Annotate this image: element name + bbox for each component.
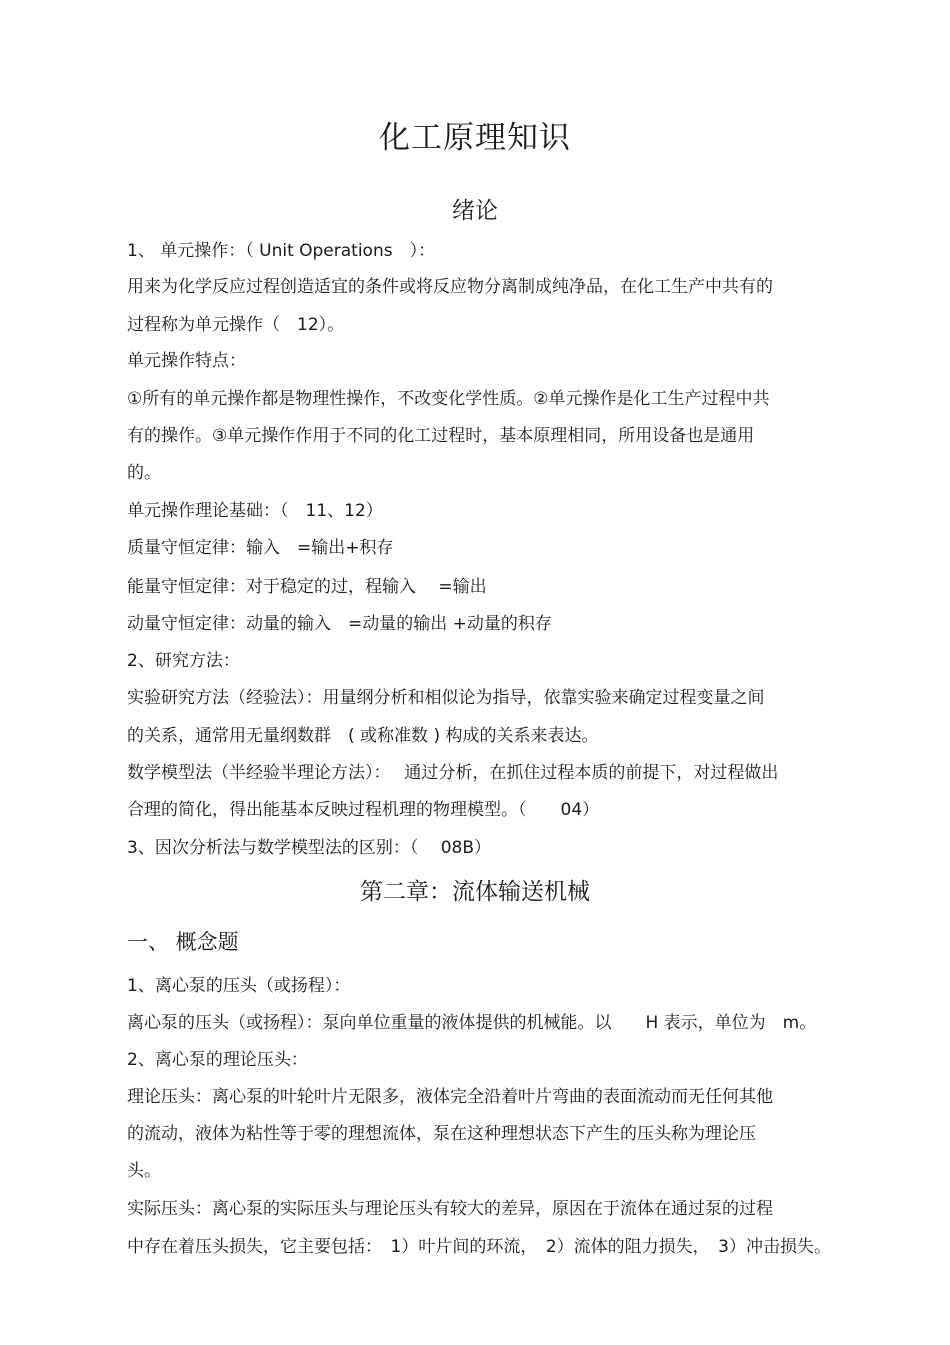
- paragraph-line: 实验研究方法（经验法）：用量纲分析和相似论为指导，依靠实验来确定过程变量之间: [127, 688, 765, 708]
- document-title: 化工原理知识: [379, 120, 571, 156]
- paragraph-line: 的。: [127, 463, 161, 483]
- paragraph-line: ①所有的单元操作都是物理性操作，不改变化学性质。②单元操作是化工生产过程中共: [127, 389, 770, 409]
- chapter-title: 第二章：流体输送机械: [360, 879, 590, 905]
- paragraph-line: 过程称为单元操作（ 12）。: [127, 315, 345, 335]
- paragraph-line: 数学模型法（半经验半理论方法）： 通过分析，在抓住过程本质的前提下，对过程做出: [127, 763, 779, 783]
- section-heading-concepts: 一、 概念题: [127, 930, 239, 954]
- paragraph-line: 1、 单元操作：（ Unit Operations ）：: [127, 241, 436, 261]
- paragraph-line: 动量守恒定律：动量的输入 =动量的输出 +动量的积存: [127, 614, 552, 634]
- paragraph-line: 有的操作。③单元操作作用于不同的化工过程时，基本原理相同，所用设备也是通用: [127, 426, 755, 446]
- paragraph-line: 用来为化学反应过程创造适宜的条件或将反应物分离制成纯净品，在化工生产中共有的: [127, 277, 773, 297]
- paragraph-line: 质量守恒定律：输入 =输出+积存: [127, 538, 394, 558]
- paragraph-line: 理论压头：离心泵的叶轮叶片无限多，液体完全沿着叶片弯曲的表面流动而无任何其他: [127, 1087, 773, 1107]
- section-title-intro: 绪论: [452, 198, 498, 224]
- paragraph-line: 3、因次分析法与数学模型法的区别：（ 08B）: [127, 838, 492, 858]
- paragraph-line: 2、离心泵的理论压头：: [127, 1050, 308, 1070]
- paragraph-line: 中存在着压头损失，它主要包括： 1）叶片间的环流， 2）流体的阻力损失， 3）冲击损失。: [127, 1237, 831, 1257]
- paragraph-line: 合理的简化，得出能基本反映过程机理的物理模型。（ 04）: [127, 800, 600, 820]
- paragraph-line: 的流动，液体为粘性等于零的理想流体，泵在这种理想状态下产生的压头称为理论压: [127, 1124, 756, 1144]
- paragraph-line: 实际压头：离心泵的实际压头与理论压头有较大的差异，原因在于流体在通过泵的过程: [127, 1199, 773, 1219]
- paragraph-line: 1、离心泵的压头（或扬程）：: [127, 976, 351, 996]
- paragraph-line: 能量守恒定律：对于稳定的过，程输入 =输出: [127, 577, 487, 597]
- paragraph-line: 单元操作理论基础：（ 11、12）: [127, 501, 383, 521]
- paragraph-line: 2、研究方法：: [127, 651, 240, 671]
- paragraph-line: 的关系，通常用无量纲数群 ( 或称准数 ) 构成的关系来表达。: [127, 726, 599, 746]
- paragraph-line: 离心泵的压头（或扬程）：泵向单位重量的液体提供的机械能。以 H 表示，单位为 m。: [127, 1013, 817, 1033]
- paragraph-line: 单元操作特点：: [127, 351, 246, 371]
- paragraph-line: 头。: [127, 1161, 161, 1181]
